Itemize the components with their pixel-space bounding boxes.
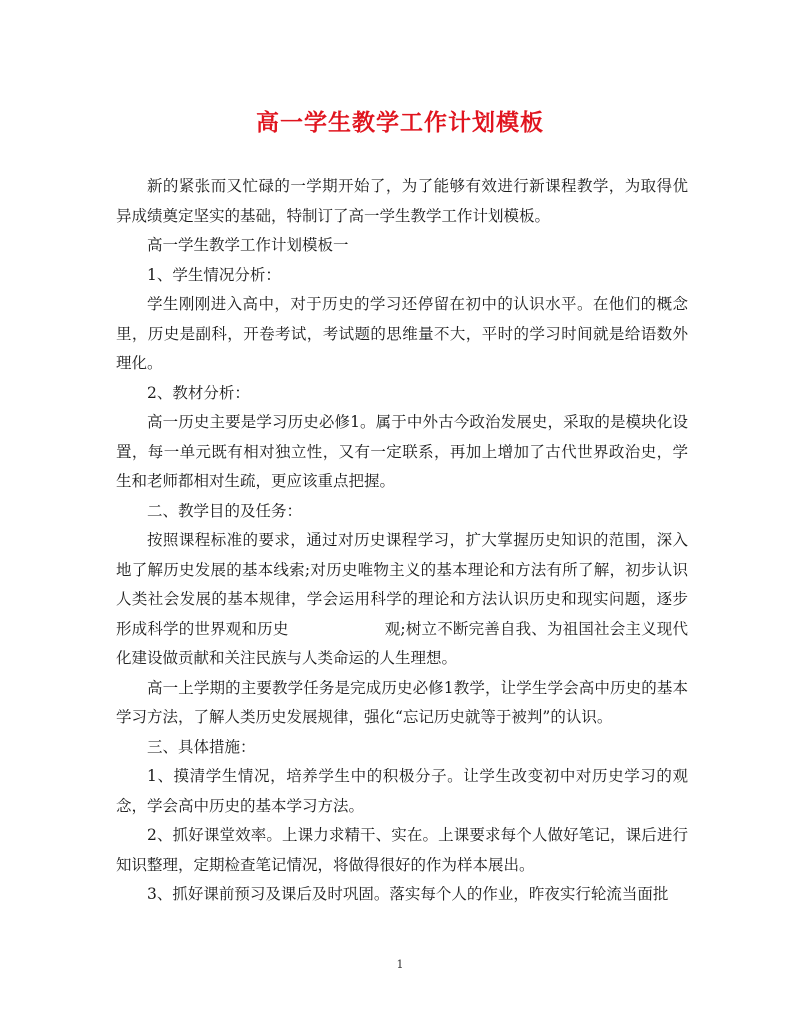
student-analysis-paragraph: 学生刚刚进入高中，对于历史的学习还停留在初中的认识水平。在他们的概念里，历史是副科，开卷考试，考试题的思维量不大，平时的学习时间就是给语数外理化。 <box>116 295 688 372</box>
measure-2-paragraph: 2、抓好课堂效率。上课力求精干、实在。上课要求每个人做好笔记，课后进行知识整理，定期检查笔记情况，将做得很好的作为样本展出。 <box>116 826 688 874</box>
section-heading-template-one: 高一学生教学工作计划模板一 <box>147 236 349 254</box>
measure-1-paragraph: 1、摸清学生情况，培养学生中的积极分子。让学生改变初中对历史学习的观念，学会高中历史的基本学习方法。 <box>116 767 688 815</box>
document-body <box>116 172 688 910</box>
heading-textbook-analysis: 2、教材分析： <box>147 383 250 402</box>
teaching-goals-paragraph <box>116 526 688 674</box>
teaching-goals-text-part1: 按照课程标准的要求，通过对历史课程学习，扩大掌握历史知识的范围，深入地了解历史发展的基本线索;对历史唯物主义的基本理论和方法有所了解，初步认识人类社会发展的基本规律，学会运用科学的理论和方法认识历史和现实问题，逐步形成科学的世界观和历史 <box>116 531 688 638</box>
teaching-goals-text-part2: 观;树立不断完善自我、为祖国社会主义现代化建设做贡献和关注民族与人类命运的人生理想。 <box>116 619 688 667</box>
heading-teaching-goals: 二、教学目的及任务： <box>147 501 303 520</box>
intro-paragraph: 新的紧张而又忙碌的一学期开始了，为了能够有效进行新课程教学，为取得优异成绩奠定坚实的基础，特制订了高一学生教学工作计划模板。 <box>116 177 688 225</box>
document-title: 高一学生教学工作计划模板 <box>256 109 544 136</box>
page-number: 1 <box>396 958 404 971</box>
semester-task-paragraph: 高一上学期的主要教学任务是完成历史必修1教学，让学生学会高中历史的基本学习方法，了解人类历史发展规律，强化“忘记历史就等于被判”的认识。 <box>116 678 688 726</box>
textbook-analysis-paragraph: 高一历史主要是学习历史必修1。属于中外古今政治发展史，采取的是模块化设置，每一单元既有相对独立性，又有一定联系，再加上增加了古代世界政治史，学生和老师都相对生疏，更应该重点把握。 <box>116 413 688 490</box>
heading-student-analysis: 1、学生情况分析： <box>147 265 281 284</box>
measure-3-paragraph: 3、抓好课前预习及课后及时巩固。落实每个人的作业，昨夜实行轮流当面批 <box>147 885 669 903</box>
heading-specific-measures: 三、具体措施： <box>147 737 256 756</box>
